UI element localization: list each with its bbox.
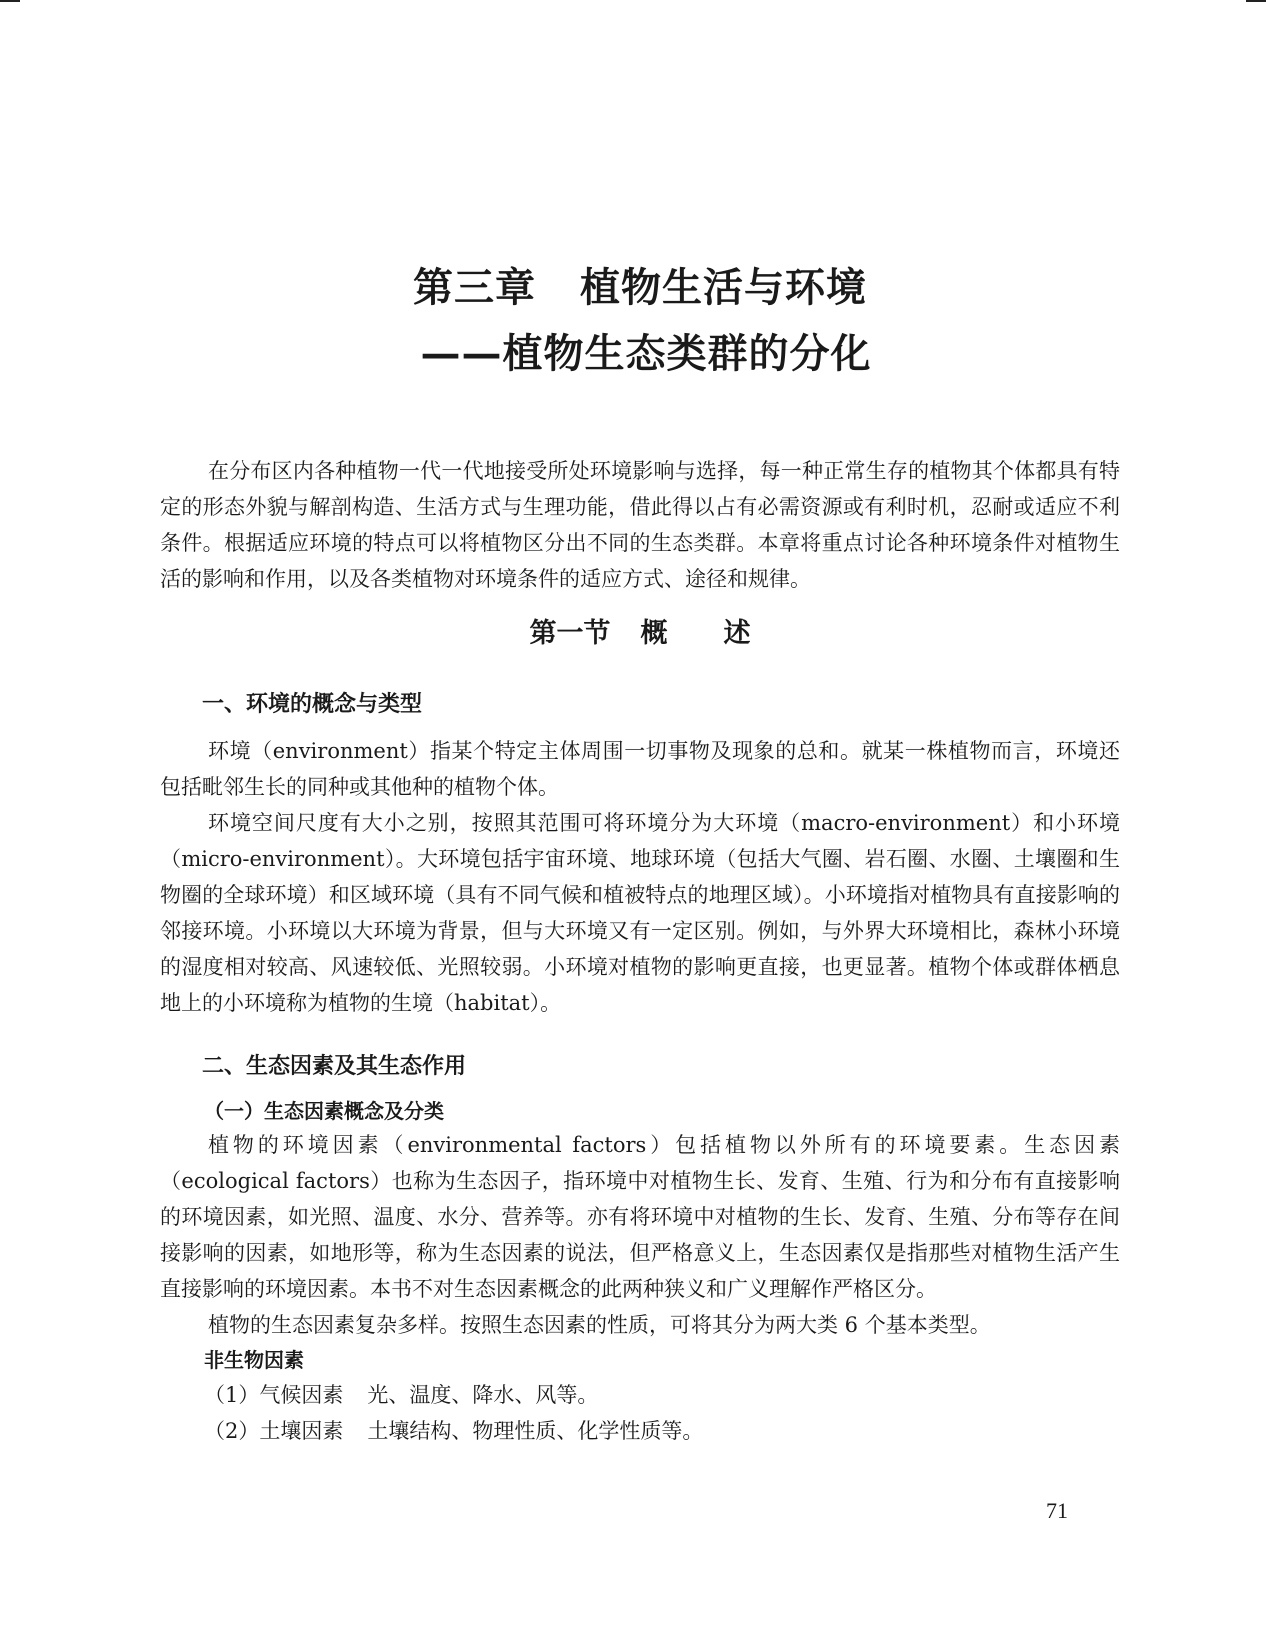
list-item-number: （1）	[204, 1383, 260, 1407]
subsubsection-heading: （一）生态因素概念及分类	[204, 1099, 444, 1123]
page-content	[160, 255, 1120, 1449]
section-title-char2: 述	[723, 618, 751, 649]
category-heading: 非生物因素	[204, 1348, 304, 1372]
chapter-subtitle: ——植物生态类群的分化	[420, 330, 872, 377]
intro-block	[160, 453, 1120, 597]
paragraph-environment-scale: 环境空间尺度有大小之别，按照其范围可将环境分为大环境（macro-environment）和小环境（micro-environment）。大环境包括宇宙环境、地球环境（包括大气圈、岩石圈、水圈、土壤圈和生物圈的全球环境）和区域环境（具有不同气候和植被特点的地理区域）。小环境指对植物具有直接影响的邻接环境。小环境以大环境为背景，但与大环境又有一定区别。例如，与外界大环境相比，森林小环境的湿度相对较高、风速较低、光照较弱。小环境对植物的影响更直接，也更显著。植物个体或群体栖息地上的小环境称为植物的生境（habitat）。	[160, 811, 1120, 1015]
chapter-label: 第三章	[413, 264, 536, 311]
list-item	[204, 1377, 1120, 1413]
list-item-name: 气候因素	[259, 1383, 344, 1407]
section-label: 第一节	[529, 618, 611, 649]
crop-mark-right	[1246, 0, 1266, 2]
intro-paragraph: 在分布区内各种植物一代一代地接受所处环境影响与选择，每一种正常生存的植物其个体都具有特定的形态外貌与解剖构造、生活方式与生理功能，借此得以占有必需资源或有利时机，忍耐或适应不利条件。根据适应环境的特点可以将植物区分出不同的生态类群。本章将重点讨论各种环境条件对植物生活的影响和作用，以及各类植物对环境条件的适应方式、途径和规律。	[160, 459, 1120, 591]
section-title-char1: 概	[640, 618, 668, 649]
list-item	[204, 1413, 1120, 1449]
crop-mark-left	[0, 0, 20, 2]
section-title	[160, 609, 1120, 659]
list-item-desc: 光、温度、降水、风等。	[367, 1383, 599, 1407]
subsection-heading-1: 一、环境的概念与类型	[202, 692, 423, 717]
list-item-desc: 土壤结构、物理性质、化学性质等。	[367, 1419, 704, 1443]
paragraph-factor-types: 植物的生态因素复杂多样。按照生态因素的性质，可将其分为两大类 6 个基本类型。	[208, 1313, 991, 1337]
chapter-title	[160, 255, 1120, 387]
list-item-number: （2）	[204, 1419, 260, 1443]
page-number: 71	[1046, 1498, 1068, 1523]
paragraph-ecological-factors: 植物的环境因素（environmental factors）包括植物以外所有的环境要素。生态因素（ecological factors）也称为生态因子，指环境中对植物生长、发育、生殖、行为和分布有直接影响的环境因素，如光照、温度、水分、营养等。亦有将环境中对植物的生长、发育、生殖、分布等存在间接影响的因素，如地形等，称为生态因素的说法，但严格意义上，生态因素仅是指那些对植物生活产生直接影响的环境因素。本书不对生态因素概念的此两种狭义和广义理解作严格区分。	[160, 1133, 1120, 1301]
chapter-main-title: 植物生活与环境	[580, 264, 867, 311]
paragraph-environment-definition: 环境（environment）指某个特定主体周围一切事物及现象的总和。就某一株植物而言，环境还包括毗邻生长的同种或其他种的植物个体。	[160, 739, 1120, 799]
subsection-heading-2: 二、生态因素及其生态作用	[202, 1054, 467, 1079]
list-item-name: 土壤因素	[259, 1419, 344, 1443]
